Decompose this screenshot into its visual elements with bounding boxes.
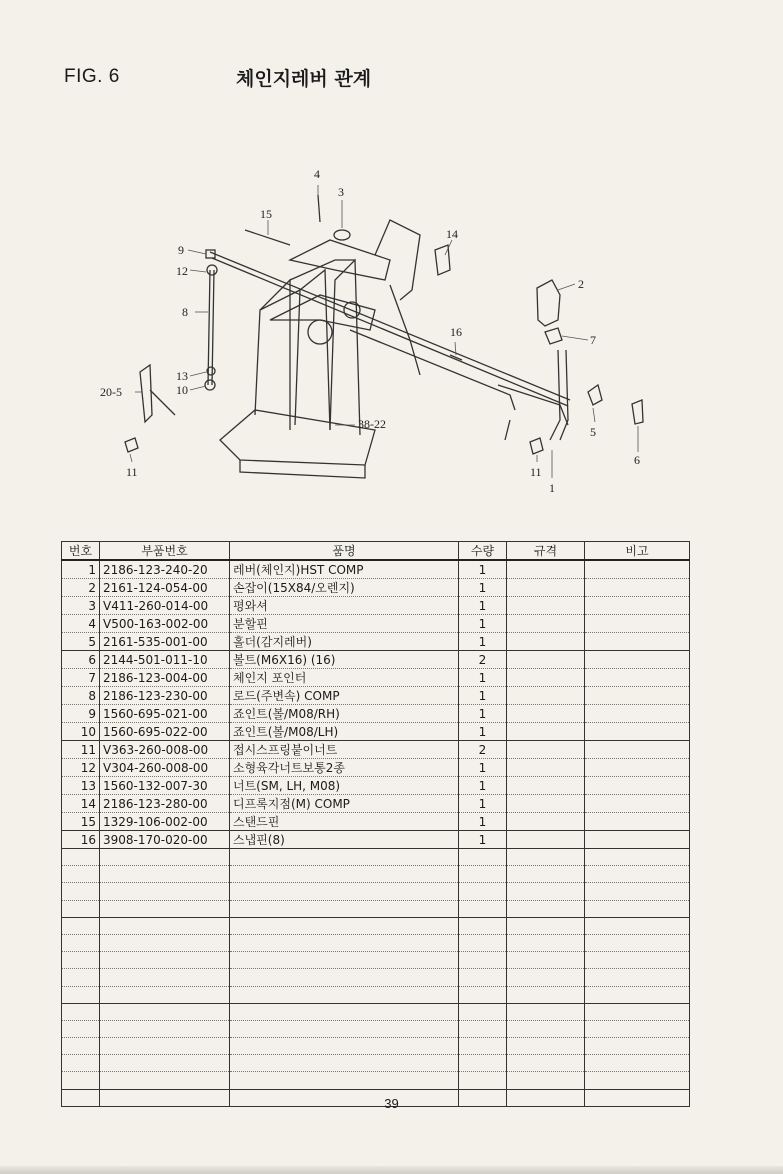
cell-empty (507, 849, 585, 866)
cell-empty (62, 1020, 100, 1037)
cell-spec (507, 759, 585, 777)
cell-empty (230, 934, 459, 951)
cell-empty (62, 1038, 100, 1055)
table-row (62, 777, 690, 795)
cell-quantity: 1 (459, 705, 507, 723)
table-row-blank (62, 952, 690, 969)
cell-empty (62, 1055, 100, 1072)
table-row-blank (62, 969, 690, 986)
table-row (62, 759, 690, 777)
cell-part-number: 2144-501-011-10 (100, 651, 230, 669)
cell-spec (507, 687, 585, 705)
table-row (62, 705, 690, 723)
table-row (62, 795, 690, 813)
cell-remarks (585, 723, 690, 741)
cell-empty (507, 866, 585, 883)
cell-empty (585, 900, 690, 917)
table-row-blank (62, 849, 690, 866)
cell-empty (62, 952, 100, 969)
cell-remarks (585, 651, 690, 669)
cell-quantity: 1 (459, 777, 507, 795)
cell-number: 3 (62, 597, 100, 615)
table-row-blank (62, 900, 690, 917)
cell-empty (62, 849, 100, 866)
cell-part-number: 2161-124-054-00 (100, 579, 230, 597)
column-header-remarks: 비고 (585, 542, 690, 561)
cell-empty (230, 866, 459, 883)
table-row (62, 669, 690, 687)
callout-12: 12 (176, 264, 188, 278)
cell-empty (100, 900, 230, 917)
cell-part-name: 죠인트(볼/M08/LH) (230, 723, 459, 741)
cell-part-name: 로드(주변속) COMP (230, 687, 459, 705)
cell-part-number: 2161-535-001-00 (100, 633, 230, 651)
cell-empty (507, 883, 585, 900)
cell-empty (507, 1038, 585, 1055)
cell-remarks (585, 813, 690, 831)
callout-7: 7 (590, 333, 596, 347)
cell-quantity: 1 (459, 759, 507, 777)
callout-2: 2 (578, 277, 584, 291)
cell-quantity: 1 (459, 597, 507, 615)
cell-empty (507, 934, 585, 951)
cell-remarks (585, 777, 690, 795)
cell-remarks (585, 597, 690, 615)
cell-number: 10 (62, 723, 100, 741)
table-row (62, 723, 690, 741)
cell-empty (459, 986, 507, 1003)
cell-empty (62, 900, 100, 917)
cell-empty (459, 1020, 507, 1037)
cell-empty (62, 866, 100, 883)
cell-empty (585, 934, 690, 951)
callout-11-right: 11 (530, 465, 542, 479)
cell-empty (459, 1055, 507, 1072)
cell-part-number: V500-163-002-00 (100, 615, 230, 633)
cell-remarks (585, 741, 690, 759)
cell-empty (230, 986, 459, 1003)
cell-empty (230, 969, 459, 986)
cell-remarks (585, 615, 690, 633)
cell-part-name: 스탠드핀 (230, 813, 459, 831)
table-row-blank (62, 934, 690, 951)
cell-empty (459, 866, 507, 883)
cell-number: 9 (62, 705, 100, 723)
cell-quantity: 1 (459, 669, 507, 687)
cell-empty (507, 1003, 585, 1020)
cell-spec (507, 723, 585, 741)
cell-part-number: 2186-123-240-20 (100, 560, 230, 579)
cell-empty (585, 1055, 690, 1072)
callout-5: 5 (590, 425, 596, 439)
cell-empty (230, 952, 459, 969)
cell-empty (585, 1003, 690, 1020)
cell-empty (62, 986, 100, 1003)
cell-empty (230, 1072, 459, 1089)
cell-remarks (585, 560, 690, 579)
cell-empty (100, 849, 230, 866)
cell-spec (507, 560, 585, 579)
cell-part-name: 너트(SM, LH, M08) (230, 777, 459, 795)
cell-empty (459, 900, 507, 917)
table-row (62, 813, 690, 831)
cell-spec (507, 615, 585, 633)
cell-remarks (585, 759, 690, 777)
cell-empty (100, 1020, 230, 1037)
cell-empty (230, 1020, 459, 1037)
table-row (62, 615, 690, 633)
cell-empty (230, 883, 459, 900)
cell-number: 15 (62, 813, 100, 831)
cell-quantity: 2 (459, 741, 507, 759)
cell-part-name: 스냅핀(8) (230, 831, 459, 849)
cell-empty (507, 1072, 585, 1089)
cell-quantity: 1 (459, 795, 507, 813)
cell-part-name: 체인지 포인터 (230, 669, 459, 687)
table-row (62, 687, 690, 705)
cell-empty (230, 849, 459, 866)
cell-quantity: 1 (459, 560, 507, 579)
table-row-blank (62, 866, 690, 883)
cell-quantity: 1 (459, 579, 507, 597)
cell-empty (230, 1003, 459, 1020)
cell-empty (100, 952, 230, 969)
table-row-blank (62, 1020, 690, 1037)
cell-empty (507, 986, 585, 1003)
cell-part-number: V304-260-008-00 (100, 759, 230, 777)
cell-empty (507, 952, 585, 969)
cell-empty (100, 883, 230, 900)
cell-empty (507, 1020, 585, 1037)
cell-part-number: 1329-106-002-00 (100, 813, 230, 831)
cell-empty (585, 1072, 690, 1089)
cell-number: 13 (62, 777, 100, 795)
cell-empty (100, 866, 230, 883)
cell-empty (100, 1072, 230, 1089)
cell-spec (507, 831, 585, 849)
cell-empty (62, 917, 100, 934)
cell-empty (100, 934, 230, 951)
callout-38-22: 38-22 (358, 417, 386, 431)
cell-number: 4 (62, 615, 100, 633)
cell-part-number: 3908-170-020-00 (100, 831, 230, 849)
cell-spec (507, 651, 585, 669)
cell-part-name: 디프록지점(M) COMP (230, 795, 459, 813)
page-number: 39 (384, 1096, 399, 1111)
table-row (62, 831, 690, 849)
cell-empty (100, 969, 230, 986)
cell-number: 11 (62, 741, 100, 759)
cell-number: 8 (62, 687, 100, 705)
cell-part-name: 분할핀 (230, 615, 459, 633)
callout-13: 13 (176, 369, 188, 383)
cell-quantity: 1 (459, 813, 507, 831)
page-bottom-edge (0, 1166, 783, 1174)
callout-6: 6 (634, 453, 640, 467)
cell-empty (100, 986, 230, 1003)
cell-number: 1 (62, 560, 100, 579)
exploded-parts-diagram (90, 160, 690, 500)
cell-empty (585, 1038, 690, 1055)
figure-title: 체인지레버 관계 (236, 68, 372, 90)
callout-4: 4 (314, 167, 320, 181)
cell-empty (459, 1003, 507, 1020)
cell-remarks (585, 831, 690, 849)
table-row-blank (62, 1055, 690, 1072)
cell-empty (585, 883, 690, 900)
callout-20-5: 20-5 (100, 385, 122, 399)
cell-empty (585, 917, 690, 934)
cell-part-name: 손잡이(15X84/오렌지) (230, 579, 459, 597)
cell-spec (507, 633, 585, 651)
column-header-number: 번호 (62, 542, 100, 561)
table-row-blank (62, 986, 690, 1003)
cell-empty (459, 1072, 507, 1089)
cell-empty (100, 917, 230, 934)
cell-empty (459, 952, 507, 969)
cell-number: 16 (62, 831, 100, 849)
cell-part-number: 2186-123-230-00 (100, 687, 230, 705)
cell-empty (62, 1003, 100, 1020)
cell-empty (230, 1055, 459, 1072)
column-header-spec: 규격 (507, 542, 585, 561)
callout-1: 1 (549, 481, 555, 495)
cell-empty (585, 952, 690, 969)
parts-list-table (61, 541, 690, 1107)
cell-part-name: 접시스프링붙이너트 (230, 741, 459, 759)
callout-15: 15 (260, 207, 272, 221)
cell-spec (507, 669, 585, 687)
cell-empty (585, 866, 690, 883)
cell-remarks (585, 633, 690, 651)
cell-empty (459, 883, 507, 900)
cell-spec (507, 795, 585, 813)
cell-part-number: 1560-695-022-00 (100, 723, 230, 741)
table-row (62, 633, 690, 651)
table-row-blank (62, 1003, 690, 1020)
cell-empty (507, 917, 585, 934)
cell-empty (100, 1038, 230, 1055)
callout-8: 8 (182, 305, 188, 319)
cell-part-name: 평와셔 (230, 597, 459, 615)
table-row (62, 579, 690, 597)
cell-quantity: 1 (459, 831, 507, 849)
column-header-part-name: 품명 (230, 542, 459, 561)
callout-11-left: 11 (126, 465, 138, 479)
cell-empty (62, 1072, 100, 1089)
table-row (62, 651, 690, 669)
cell-part-name: 볼트(M6X16) (16) (230, 651, 459, 669)
cell-spec (507, 777, 585, 795)
cell-number: 14 (62, 795, 100, 813)
cell-remarks (585, 579, 690, 597)
callout-14: 14 (446, 227, 458, 241)
cell-empty (459, 849, 507, 866)
cell-empty (507, 1055, 585, 1072)
cell-empty (230, 917, 459, 934)
cell-empty (100, 1003, 230, 1020)
parts-table-body (62, 560, 690, 1106)
callout-16: 16 (450, 325, 462, 339)
cell-part-name: 레버(체인지)HST COMP (230, 560, 459, 579)
cell-spec (507, 741, 585, 759)
cell-part-number: V363-260-008-00 (100, 741, 230, 759)
cell-part-number: 1560-132-007-30 (100, 777, 230, 795)
cell-spec (507, 597, 585, 615)
cell-part-name: 홀더(감지레버) (230, 633, 459, 651)
cell-part-number: V411-260-014-00 (100, 597, 230, 615)
cell-number: 2 (62, 579, 100, 597)
cell-part-number: 2186-123-280-00 (100, 795, 230, 813)
cell-quantity: 1 (459, 723, 507, 741)
table-row (62, 560, 690, 579)
cell-empty (100, 1055, 230, 1072)
column-header-quantity: 수량 (459, 542, 507, 561)
cell-empty (230, 1038, 459, 1055)
cell-number: 12 (62, 759, 100, 777)
callout-10: 10 (176, 383, 188, 397)
callout-9: 9 (178, 243, 184, 257)
cell-part-name: 죠인트(볼/M08/RH) (230, 705, 459, 723)
cell-spec (507, 813, 585, 831)
cell-empty (459, 1038, 507, 1055)
cell-number: 7 (62, 669, 100, 687)
cell-quantity: 1 (459, 633, 507, 651)
cell-part-number: 1560-695-021-00 (100, 705, 230, 723)
cell-number: 6 (62, 651, 100, 669)
table-row-blank (62, 1072, 690, 1089)
cell-remarks (585, 669, 690, 687)
table-header-row (62, 542, 690, 561)
diagram-drawing (90, 160, 690, 500)
cell-empty (62, 934, 100, 951)
cell-empty (585, 986, 690, 1003)
cell-remarks (585, 687, 690, 705)
table-row-blank (62, 883, 690, 900)
cell-quantity: 2 (459, 651, 507, 669)
column-header-part-number: 부품번호 (100, 542, 230, 561)
table-row-blank (62, 1038, 690, 1055)
cell-number: 5 (62, 633, 100, 651)
cell-empty (585, 1020, 690, 1037)
cell-empty (459, 969, 507, 986)
cell-quantity: 1 (459, 615, 507, 633)
cell-empty (62, 883, 100, 900)
callout-3: 3 (338, 185, 344, 199)
cell-quantity: 1 (459, 687, 507, 705)
cell-empty (507, 900, 585, 917)
table-row (62, 741, 690, 759)
table-row (62, 597, 690, 615)
table-row-blank (62, 917, 690, 934)
cell-empty (62, 969, 100, 986)
cell-empty (230, 900, 459, 917)
cell-spec (507, 705, 585, 723)
cell-remarks (585, 705, 690, 723)
cell-part-number: 2186-123-004-00 (100, 669, 230, 687)
cell-spec (507, 579, 585, 597)
cell-remarks (585, 795, 690, 813)
cell-empty (585, 849, 690, 866)
cell-empty (459, 934, 507, 951)
cell-empty (585, 969, 690, 986)
figure-label: FIG. 6 (64, 66, 120, 87)
cell-part-name: 소형육각너트보통2종 (230, 759, 459, 777)
cell-empty (459, 917, 507, 934)
cell-empty (507, 969, 585, 986)
